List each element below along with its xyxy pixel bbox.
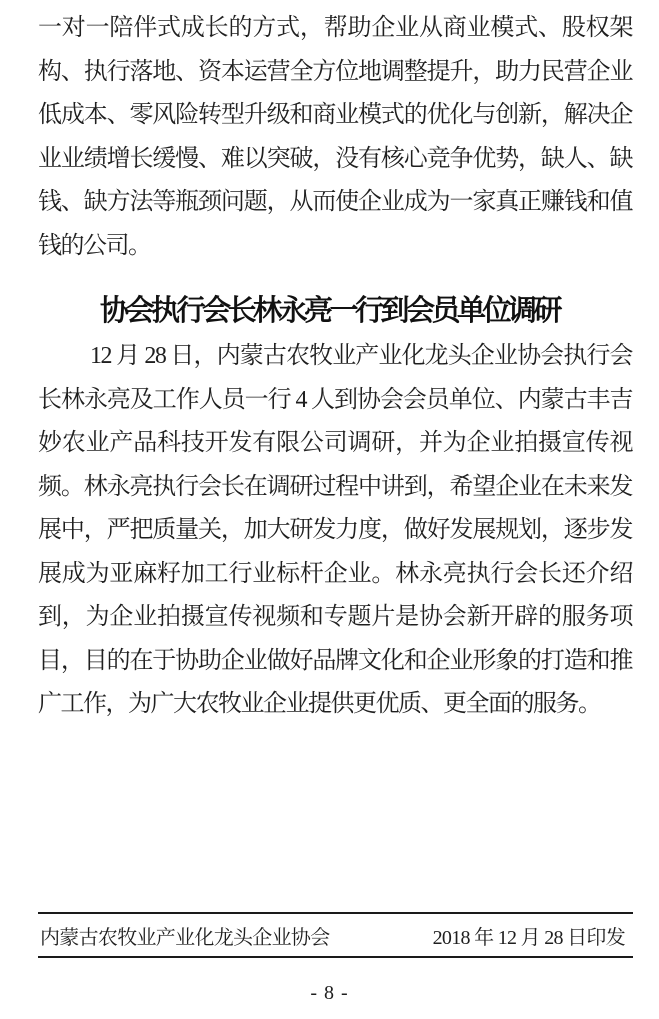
footer-colophon [38,912,633,958]
footer-print-date: 2018 年 12 月 28 日印发 [432,926,625,949]
article-body-paragraph: 12 月 28 日，内蒙古农牧业产业化龙头企业协会执行会长林永亮及工作人员一行 4 人到协会会员单位、内蒙古丰吉妙农业产品科技开发有限公司调研，并为企业拍摄宣传视频。林永亮执行会长在调研过程中讲到，希望企业在未来发展中，严把质量关，加大研发力度，做好发展规划，逐步发展成为亚麻籽加工行业标杆企业。林永亮执行会长还介绍到，为企业拍摄宣传视频和专题片是协会新开辟的服务项目，目的在于协助企业做好品牌文化和企业形象的打造和推广工作，为广大农牧业企业提供更优质、更全面的服务。 [38,343,632,717]
paragraph-continued: 一对一陪伴式成长的方式，帮助企业从商业模式、股权架构、执行落地、资本运营全方位地调整提升，助力民营企业低成本、零风险转型升级和商业模式的优化与创新，解决企业业绩增长缓慢、难以突破，没有核心竞争优势，缺人、缺钱、缺方法等瓶颈问题，从而使企业成为一家真正赚钱和值钱的公司。 [38,15,632,259]
footer-issuer: 内蒙古农牧业产业化龙头企业协会 [40,926,330,949]
page-number: - 8 - [310,982,349,1004]
article-title: 协会执行会长林永亮一行到会员单位调研 [99,295,559,327]
